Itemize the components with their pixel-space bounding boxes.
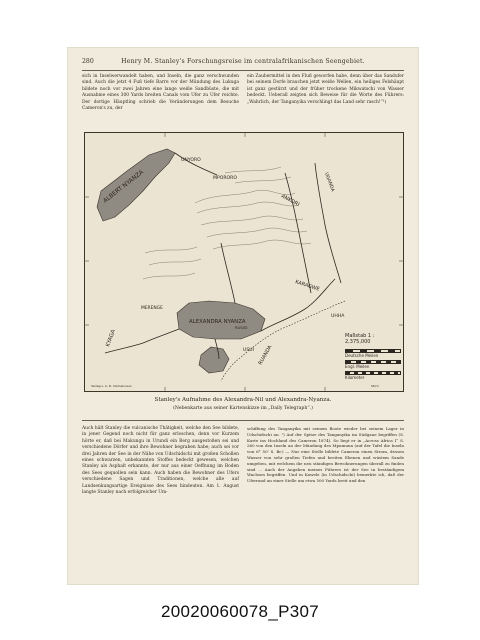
label-uganda: UGANDA (323, 171, 335, 193)
archive-id: 20020060078_P307 (161, 602, 319, 621)
label-ruanda: RUANDA (257, 344, 274, 366)
top-text-right: ein Zaubermittel in den Fluß geworfen habe, denn über das Sandufer bei seinem Dorfe brauchen jetzt weiße Wellen, ein heiliges Felshäupt ist ganz gestürzt und der früher trockene Mikwatschi von Wasser bedeckt. Ueberall zeigten sich Beweise für die Worte des Führers: „Wahrlich, der Tanganyika verschlingt das Land sehr rasch!“¹) (247, 74, 404, 105)
scale-title: Maßstab 1 : 2,375,000 (345, 333, 375, 345)
scale-unit-1: Deutsche Meilen (345, 353, 379, 358)
map-imprint-left: Verlag v. A. D. Clemencaux (91, 384, 132, 388)
bottom-text-left: Auch hält Stanley die vulcanische Thätigkeit, welche den See bildete, in jener Gegend noch nicht für ganz erloschen, denn vor Kurzem hörte er, daß bei Makungu in Urundi ein Berg ausgestoßen sei und verschiedene Dörfer und ihre Bewohner begraben habe; auch sei vor drei Jahren der See in der Nähe von Udschidschi mit großen Schollen eines schwarzen, unbekannten Stoffes bedeckt gewesen, welchen Stanley als Asphalt erkannte, der nur aus einer Oeffnung im Boden des Sees gequollen sein kann. Auch haben die Bewohner des Ufers verschiedene Sagen und Traditionen, welche alle auf Landsenkungsartige Ereignisse des Sees hindeuten. Am 1. August langte Stanley nach erfolgreicher Um- (82, 426, 239, 496)
header-rule (82, 70, 404, 71)
bottom-text-right: schiffung des Tanganyika mit seinem Boote wieder bei seinem Lager in Udschidschi an. ¹) Auf der Spitze des Tanganyika im Südgaue begriffen (S. Karte ins Hochland des Cameron 1874). So liegt er in „Across Africa I“ S. 260 von den Inseln an der Mündung des Mpumuna (auf der Tafel die Inseln von 6° 50' S. Br.) — Nur eine Stelle bildete Cameron einen Strom, dessen Wasser von sehr großen Tiefen und breiten Ebenen und wüstem Sande umgeben, mit welchem die neu ständigen Bewohnerungen überall zu finden sind ... Auch der Angaben meines Führers ist der See in beständigem Wachsen begriffen. Und in Kawele (in Udschidschi) bemerkte ich, daß der Uferrand an einer Stelle um etwa 500 Yards breit und den (247, 426, 404, 484)
scale-unit-3: Kilometer (345, 375, 365, 380)
map-caption-title: Stanley's Aufnahme des Alexandra-Nil und Alexandra-Nyanza. (154, 397, 332, 403)
caption-rule (82, 420, 404, 421)
small-lake-south (199, 347, 229, 373)
label-albert-nyanza: ALBERT NYANZA (101, 168, 145, 205)
top-text-left: sich in Inselwerwandelt haben, und Inseln, die ganz verschwunden sind. Auch die jetzt 4 Fuß tiefe Barre vor der Mündung des Lukuga bildete noch vor zwei Jahren eine lange weiße Sandbüste, die mit Ausnahme eines 300 Yards breiten Canals vom Ufer zu Ufer reichte. Der dortige Häuptling schrieb die Veränderungen dem Besuche Cameron's zu, der (82, 74, 239, 112)
albert-nyanza-lake (97, 149, 175, 221)
label-ankori: ANKORI (280, 193, 301, 209)
map-caption-subtitle: (Nebenkarte aus seiner Kartenskizze im „Daily Telegraph“.) (173, 406, 313, 411)
label-unyoro: UNYORO (181, 158, 201, 163)
label-rusisi: RUSISI (235, 325, 248, 330)
label-kyaga: KYAGA (105, 329, 117, 348)
map-scale (345, 333, 401, 385)
page-header (68, 56, 418, 68)
label-karagwe: KARAGWE (294, 279, 321, 293)
book-page (68, 48, 418, 584)
running-title: Henry M. Stanley's Forschungsreise im centralafrikanischen Seengebiet. (121, 58, 365, 65)
scale-unit-2: Engl. Meilen (345, 364, 370, 369)
label-merenge: MERENGE (141, 306, 163, 311)
top-text-columns (82, 74, 404, 112)
label-usui: USUI (243, 348, 254, 353)
label-alexandra-nyanza: ALEXANDRA NYANZA (189, 319, 246, 325)
page-number: 280 (82, 58, 94, 65)
map-figure (84, 132, 404, 392)
label-uhha: UHHA (331, 314, 345, 319)
label-mpororo: MPORORO (213, 176, 237, 181)
map-imprint-right: Stich (371, 384, 379, 388)
bottom-text-columns (82, 426, 404, 496)
